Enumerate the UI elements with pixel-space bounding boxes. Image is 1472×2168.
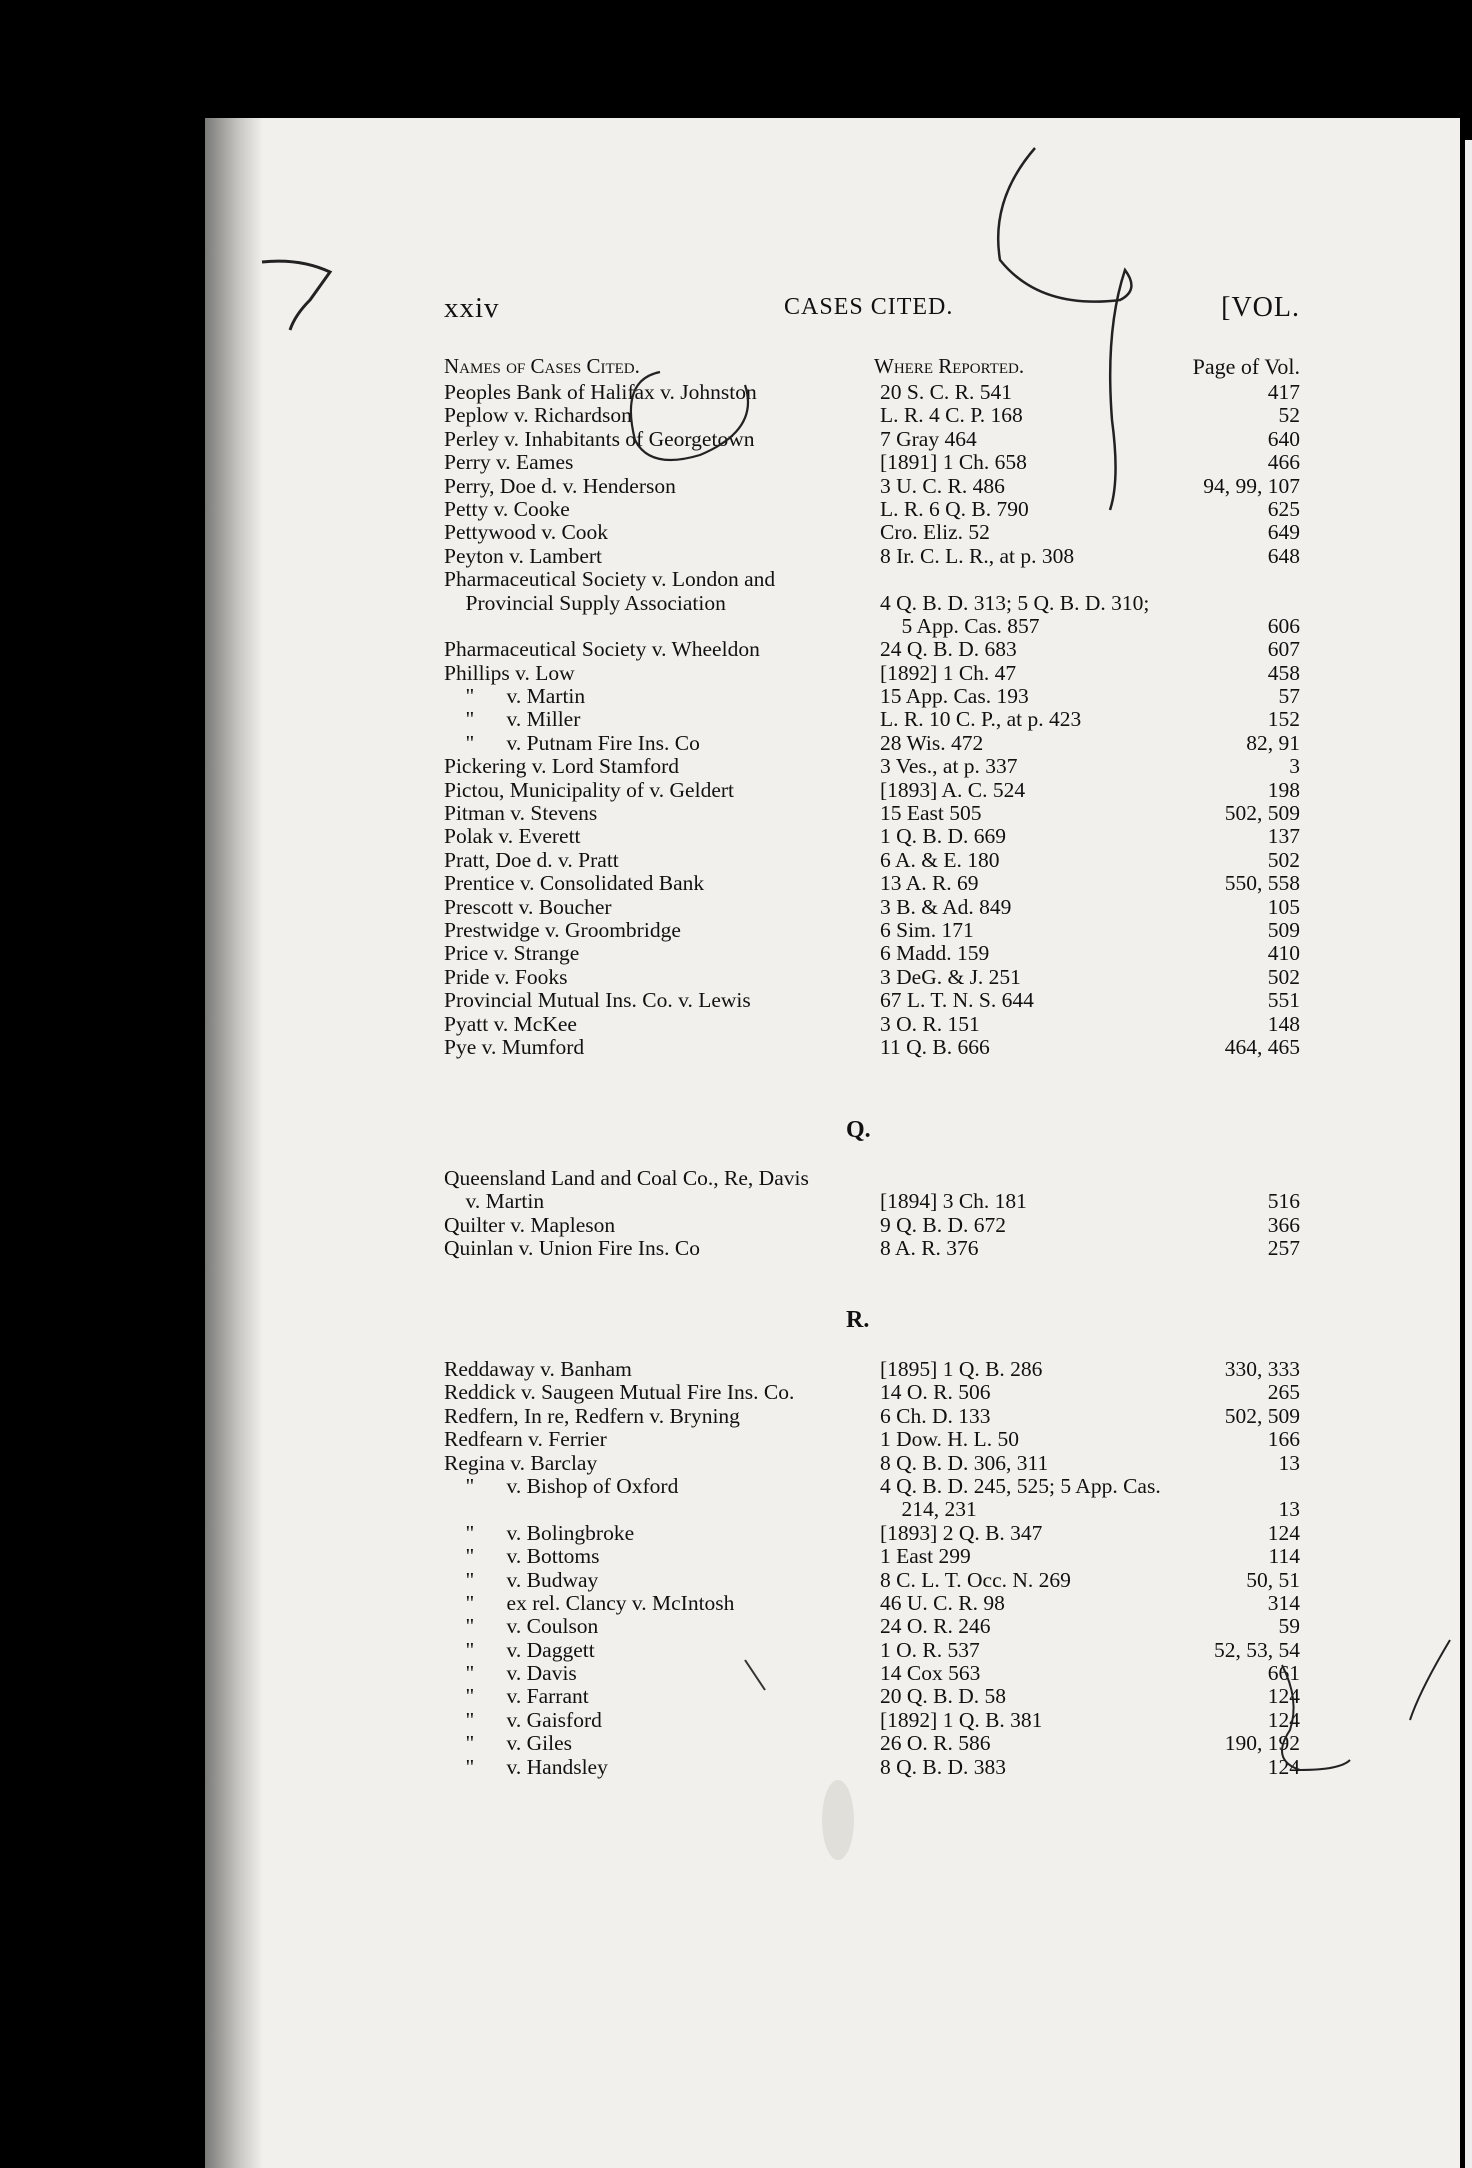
page-of-volume: 265	[1264, 1381, 1300, 1404]
where-reported: 3 B. & Ad. 849	[880, 895, 1012, 919]
case-entry	[444, 1639, 1300, 1662]
case-name: Pharmaceutical Society v. London and	[444, 568, 776, 592]
case-name: Polak v. Everett	[444, 825, 581, 849]
case-name: " v. Farrant	[444, 1685, 589, 1709]
where-reported: 3 O. R. 151	[880, 1012, 980, 1036]
case-name: " v. Coulson	[444, 1615, 599, 1639]
where-reported: 3 U. C. R. 486	[880, 474, 1005, 498]
case-name: Redfern, In re, Redfern v. Bryning	[444, 1404, 740, 1428]
page-of-volume: 410	[1264, 942, 1300, 965]
page-of-volume: 649	[1264, 521, 1300, 544]
page-of-volume: 640	[1264, 428, 1300, 451]
case-name: Queensland Land and Coal Co., Re, Davis	[444, 1167, 809, 1190]
case-name: Pharmaceutical Society v. Wheeldon	[444, 638, 760, 662]
page-of-volume: 502	[1264, 849, 1300, 872]
case-entry	[444, 662, 1300, 685]
page-of-volume: 190, 192	[1221, 1732, 1300, 1755]
where-reported: 8 A. R. 376	[880, 1237, 979, 1261]
where-reported: 14 Cox 563	[880, 1662, 981, 1686]
page-header	[444, 292, 1300, 332]
case-entry	[444, 708, 1300, 731]
page-of-volume: 607	[1264, 638, 1300, 661]
case-name: Provincial Supply Association	[444, 591, 726, 615]
where-reported: 8 C. L. T. Occ. N. 269	[880, 1568, 1071, 1592]
case-name: " v. Gaisford	[444, 1708, 602, 1732]
case-entry	[444, 1237, 1300, 1260]
case-name: Pitman v. Stevens	[444, 802, 598, 826]
page-of-volume: 94, 99, 107	[1199, 475, 1300, 498]
page-of-volume: 59	[1275, 1615, 1301, 1638]
case-name: Petty v. Cooke	[444, 497, 570, 521]
names-column-header: Names of Cases Cited.	[444, 354, 640, 378]
where-reported: 26 O. R. 586	[880, 1732, 991, 1756]
folio-number: xxiv	[444, 292, 500, 324]
page-of-volume: 52	[1275, 404, 1301, 427]
case-name: Pyatt v. McKee	[444, 1012, 577, 1036]
case-name: " v. Giles	[444, 1732, 573, 1756]
where-reported: 6 Sim. 171	[880, 918, 974, 942]
case-name: " v. Putnam Fire Ins. Co	[444, 731, 700, 755]
page-of-volume: 105	[1264, 896, 1300, 919]
case-name: " v. Handsley	[444, 1755, 608, 1779]
case-name: Perry v. Eames	[444, 451, 574, 475]
case-name: " v. Budway	[444, 1568, 599, 1592]
page-of-volume: 464, 465	[1221, 1036, 1300, 1059]
case-name: Peyton v. Lambert	[444, 544, 603, 568]
case-name: Pickering v. Lord Stamford	[444, 755, 680, 779]
case-entry	[444, 1756, 1300, 1779]
case-entry	[444, 1452, 1300, 1475]
case-entry	[444, 872, 1300, 895]
page-column-header: Page of Vol.	[1192, 354, 1300, 379]
where-reported: L. R. 4 C. P. 168	[880, 404, 1023, 428]
page-of-volume: 124	[1264, 1756, 1300, 1779]
case-entry	[444, 1428, 1300, 1451]
case-entry	[444, 1615, 1300, 1638]
case-entry	[444, 1522, 1300, 1545]
page-of-volume: 502, 509	[1221, 802, 1300, 825]
case-name: " ex rel. Clancy v. McIntosh	[444, 1591, 735, 1615]
case-name: v. Martin	[444, 1190, 545, 1214]
page-of-volume: 458	[1264, 662, 1300, 685]
page-of-volume: 625	[1264, 498, 1300, 521]
page-of-volume: 466	[1264, 451, 1300, 474]
where-reported: 28 Wis. 472	[880, 731, 984, 755]
page-of-volume: 502, 509	[1221, 1405, 1300, 1428]
section-letter-q: Q.	[846, 1117, 871, 1143]
case-entry	[444, 1545, 1300, 1568]
where-reported: 9 Q. B. D. 672	[880, 1213, 1007, 1237]
where-reported: 1 Q. B. D. 669	[880, 825, 1007, 849]
case-entry	[444, 942, 1300, 965]
case-entry	[444, 1475, 1300, 1498]
page-of-volume: 57	[1275, 685, 1301, 708]
case-name: Quilter v. Mapleson	[444, 1213, 616, 1237]
case-entry	[444, 381, 1300, 404]
case-entry	[444, 1214, 1300, 1237]
where-reported: 214, 231	[880, 1498, 977, 1522]
case-name: " v. Bishop of Oxford	[444, 1474, 679, 1498]
case-entry	[444, 568, 1300, 591]
volume-label: [VOL.	[1221, 292, 1300, 323]
case-name: " v. Miller	[444, 708, 581, 732]
case-entry	[444, 896, 1300, 919]
page-of-volume: 606	[1264, 615, 1300, 638]
where-reported: Cro. Eliz. 52	[880, 521, 990, 545]
where-reported: 46 U. C. R. 98	[880, 1591, 1005, 1615]
where-reported: 13 A. R. 69	[880, 872, 979, 896]
case-name: Pride v. Fooks	[444, 965, 568, 989]
where-reported: 5 App. Cas. 857	[880, 614, 1040, 638]
case-name: Perley v. Inhabitants of Georgetown	[444, 427, 755, 451]
page-of-volume: 82, 91	[1242, 732, 1300, 755]
page-of-volume: 152	[1264, 708, 1300, 731]
case-entry	[444, 1358, 1300, 1381]
page-of-volume: 124	[1264, 1685, 1300, 1708]
where-reported: 4 Q. B. D. 313; 5 Q. B. D. 310;	[880, 591, 1150, 615]
where-reported: 4 Q. B. D. 245, 525; 5 App. Cas.	[880, 1474, 1161, 1498]
case-entry	[444, 825, 1300, 848]
case-entry	[444, 1569, 1300, 1592]
case-entry	[444, 1498, 1300, 1521]
page-of-volume: 330, 333	[1221, 1358, 1300, 1381]
page-of-volume: 648	[1264, 545, 1300, 568]
page-of-volume: 124	[1264, 1709, 1300, 1732]
case-entry	[444, 755, 1300, 778]
case-name: Pettywood v. Cook	[444, 521, 609, 545]
case-name: Prentice v. Consolidated Bank	[444, 872, 705, 896]
case-entry	[444, 1592, 1300, 1615]
page-of-volume: 166	[1264, 1428, 1300, 1451]
case-name: Pictou, Municipality of v. Geldert	[444, 778, 734, 802]
case-name: " v. Martin	[444, 685, 586, 709]
where-reported: 8 Q. B. D. 306, 311	[880, 1451, 1049, 1475]
where-reported: 6 A. & E. 180	[880, 848, 1000, 872]
case-name: Redfearn v. Ferrier	[444, 1428, 607, 1452]
where-reported: 14 O. R. 506	[880, 1381, 991, 1405]
where-reported: [1891] 1 Ch. 658	[880, 451, 1027, 475]
case-entry	[444, 1685, 1300, 1708]
where-reported: [1893] A. C. 524	[880, 778, 1026, 802]
page-of-volume: 50, 51	[1242, 1569, 1300, 1592]
where-reported: L. R. 10 C. P., at p. 423	[880, 708, 1082, 732]
case-entry	[444, 1709, 1300, 1732]
case-entry	[444, 638, 1300, 661]
where-reported: 24 O. R. 246	[880, 1615, 991, 1639]
section-r-entries	[444, 1358, 1300, 1779]
where-reported: 1 East 299	[880, 1545, 971, 1569]
page-of-volume: 516	[1264, 1190, 1300, 1213]
page-of-volume: 13	[1275, 1452, 1301, 1475]
page-of-volume: 314	[1264, 1592, 1300, 1615]
where-reported: [1892] 1 Q. B. 381	[880, 1708, 1043, 1732]
where-reported: 20 S. C. R. 541	[880, 381, 1013, 404]
where-reported: 6 Ch. D. 133	[880, 1404, 991, 1428]
where-reported: [1892] 1 Ch. 47	[880, 661, 1017, 685]
where-reported: 7 Gray 464	[880, 427, 977, 451]
where-reported: 8 Q. B. D. 383	[880, 1755, 1007, 1779]
page-of-volume: 124	[1264, 1522, 1300, 1545]
where-reported: 67 L. T. N. S. 644	[880, 989, 1034, 1013]
case-entry	[444, 989, 1300, 1012]
case-name: " v. Davis	[444, 1662, 577, 1686]
case-entry	[444, 1381, 1300, 1404]
page-of-volume: 366	[1264, 1214, 1300, 1237]
where-reported: 6 Madd. 159	[880, 942, 990, 966]
case-entry	[444, 1013, 1300, 1036]
page-of-volume: 137	[1264, 825, 1300, 848]
where-column-header: Where Reported.	[874, 354, 1025, 378]
gutter-shadow	[205, 118, 263, 2168]
case-entry	[444, 451, 1300, 474]
facing-page-edge	[1465, 140, 1472, 2168]
case-name: Pye v. Mumford	[444, 1035, 585, 1059]
case-entry	[444, 1036, 1300, 1059]
case-entry	[444, 521, 1300, 544]
where-reported: 24 Q. B. D. 683	[880, 638, 1017, 662]
where-reported: [1894] 3 Ch. 181	[880, 1190, 1027, 1214]
case-entry	[444, 685, 1300, 708]
page-of-volume: 257	[1264, 1237, 1300, 1260]
case-entry	[444, 475, 1300, 498]
case-name: Prestwidge v. Groombridge	[444, 918, 681, 942]
case-name: Peplow v. Richardson	[444, 404, 632, 428]
case-name: Peoples Bank of Halifax v. Johnston	[444, 381, 757, 404]
case-name: " v. Bottoms	[444, 1545, 600, 1569]
page-of-volume: 13	[1275, 1498, 1301, 1521]
case-name: Prescott v. Boucher	[444, 895, 612, 919]
case-name: " v. Bolingbroke	[444, 1521, 635, 1545]
case-name: Phillips v. Low	[444, 661, 575, 685]
case-name: Reddick v. Saugeen Mutual Fire Ins. Co.	[444, 1381, 795, 1405]
case-entry	[444, 1190, 1300, 1213]
where-reported: 1 Dow. H. L. 50	[880, 1428, 1019, 1452]
case-entry	[444, 1405, 1300, 1428]
page-of-volume: 551	[1264, 989, 1300, 1012]
page-of-volume: 198	[1264, 779, 1300, 802]
case-name: Provincial Mutual Ins. Co. v. Lewis	[444, 989, 751, 1013]
case-entry	[444, 802, 1300, 825]
page-of-volume: 502	[1264, 966, 1300, 989]
case-entry	[444, 592, 1300, 615]
where-reported: 11 Q. B. 666	[880, 1035, 990, 1059]
case-name: Price v. Strange	[444, 942, 580, 966]
case-entry	[444, 545, 1300, 568]
case-entry	[444, 404, 1300, 427]
section-q-entries	[444, 1167, 1300, 1261]
where-reported: 15 App. Cas. 193	[880, 685, 1029, 709]
where-reported: 20 Q. B. D. 58	[880, 1685, 1007, 1709]
page-of-volume: 114	[1265, 1545, 1300, 1568]
page-of-volume: 52, 53, 54	[1210, 1639, 1300, 1662]
where-reported: 8 Ir. C. L. R., at p. 308	[880, 544, 1075, 568]
case-entry	[444, 779, 1300, 802]
case-entry	[444, 732, 1300, 755]
case-name: Reddaway v. Banham	[444, 1358, 632, 1381]
where-reported: [1895] 1 Q. B. 286	[880, 1358, 1043, 1381]
running-title: CASES CITED.	[784, 294, 954, 320]
case-entry	[444, 966, 1300, 989]
case-name: " v. Daggett	[444, 1638, 595, 1662]
case-name: Pratt, Doe d. v. Pratt	[444, 848, 619, 872]
where-reported: 1 O. R. 537	[880, 1638, 980, 1662]
page-of-volume: 148	[1264, 1013, 1300, 1036]
page-of-volume: 509	[1264, 919, 1300, 942]
case-name: Regina v. Barclay	[444, 1451, 598, 1475]
where-reported: 3 Ves., at p. 337	[880, 755, 1018, 779]
section-p-entries	[444, 381, 1300, 1059]
case-entry	[444, 919, 1300, 942]
case-entry	[444, 849, 1300, 872]
page-of-volume: 550, 558	[1221, 872, 1300, 895]
column-headers	[444, 354, 1300, 384]
page-of-volume: 3	[1285, 755, 1300, 778]
page-of-volume: 417	[1264, 381, 1300, 404]
where-reported: L. R. 6 Q. B. 790	[880, 497, 1029, 521]
where-reported: [1893] 2 Q. B. 347	[880, 1521, 1043, 1545]
case-entry	[444, 1662, 1300, 1685]
case-entry	[444, 615, 1300, 638]
case-entry	[444, 1167, 1300, 1190]
where-reported: 3 DeG. & J. 251	[880, 965, 1021, 989]
page-of-volume: 661	[1264, 1662, 1300, 1685]
where-reported: 15 East 505	[880, 802, 982, 826]
case-name: Perry, Doe d. v. Henderson	[444, 474, 676, 498]
section-letter-r: R.	[846, 1307, 870, 1333]
case-name: Quinlan v. Union Fire Ins. Co	[444, 1237, 700, 1261]
case-entry	[444, 1732, 1300, 1755]
case-entry	[444, 428, 1300, 451]
case-entry	[444, 498, 1300, 521]
